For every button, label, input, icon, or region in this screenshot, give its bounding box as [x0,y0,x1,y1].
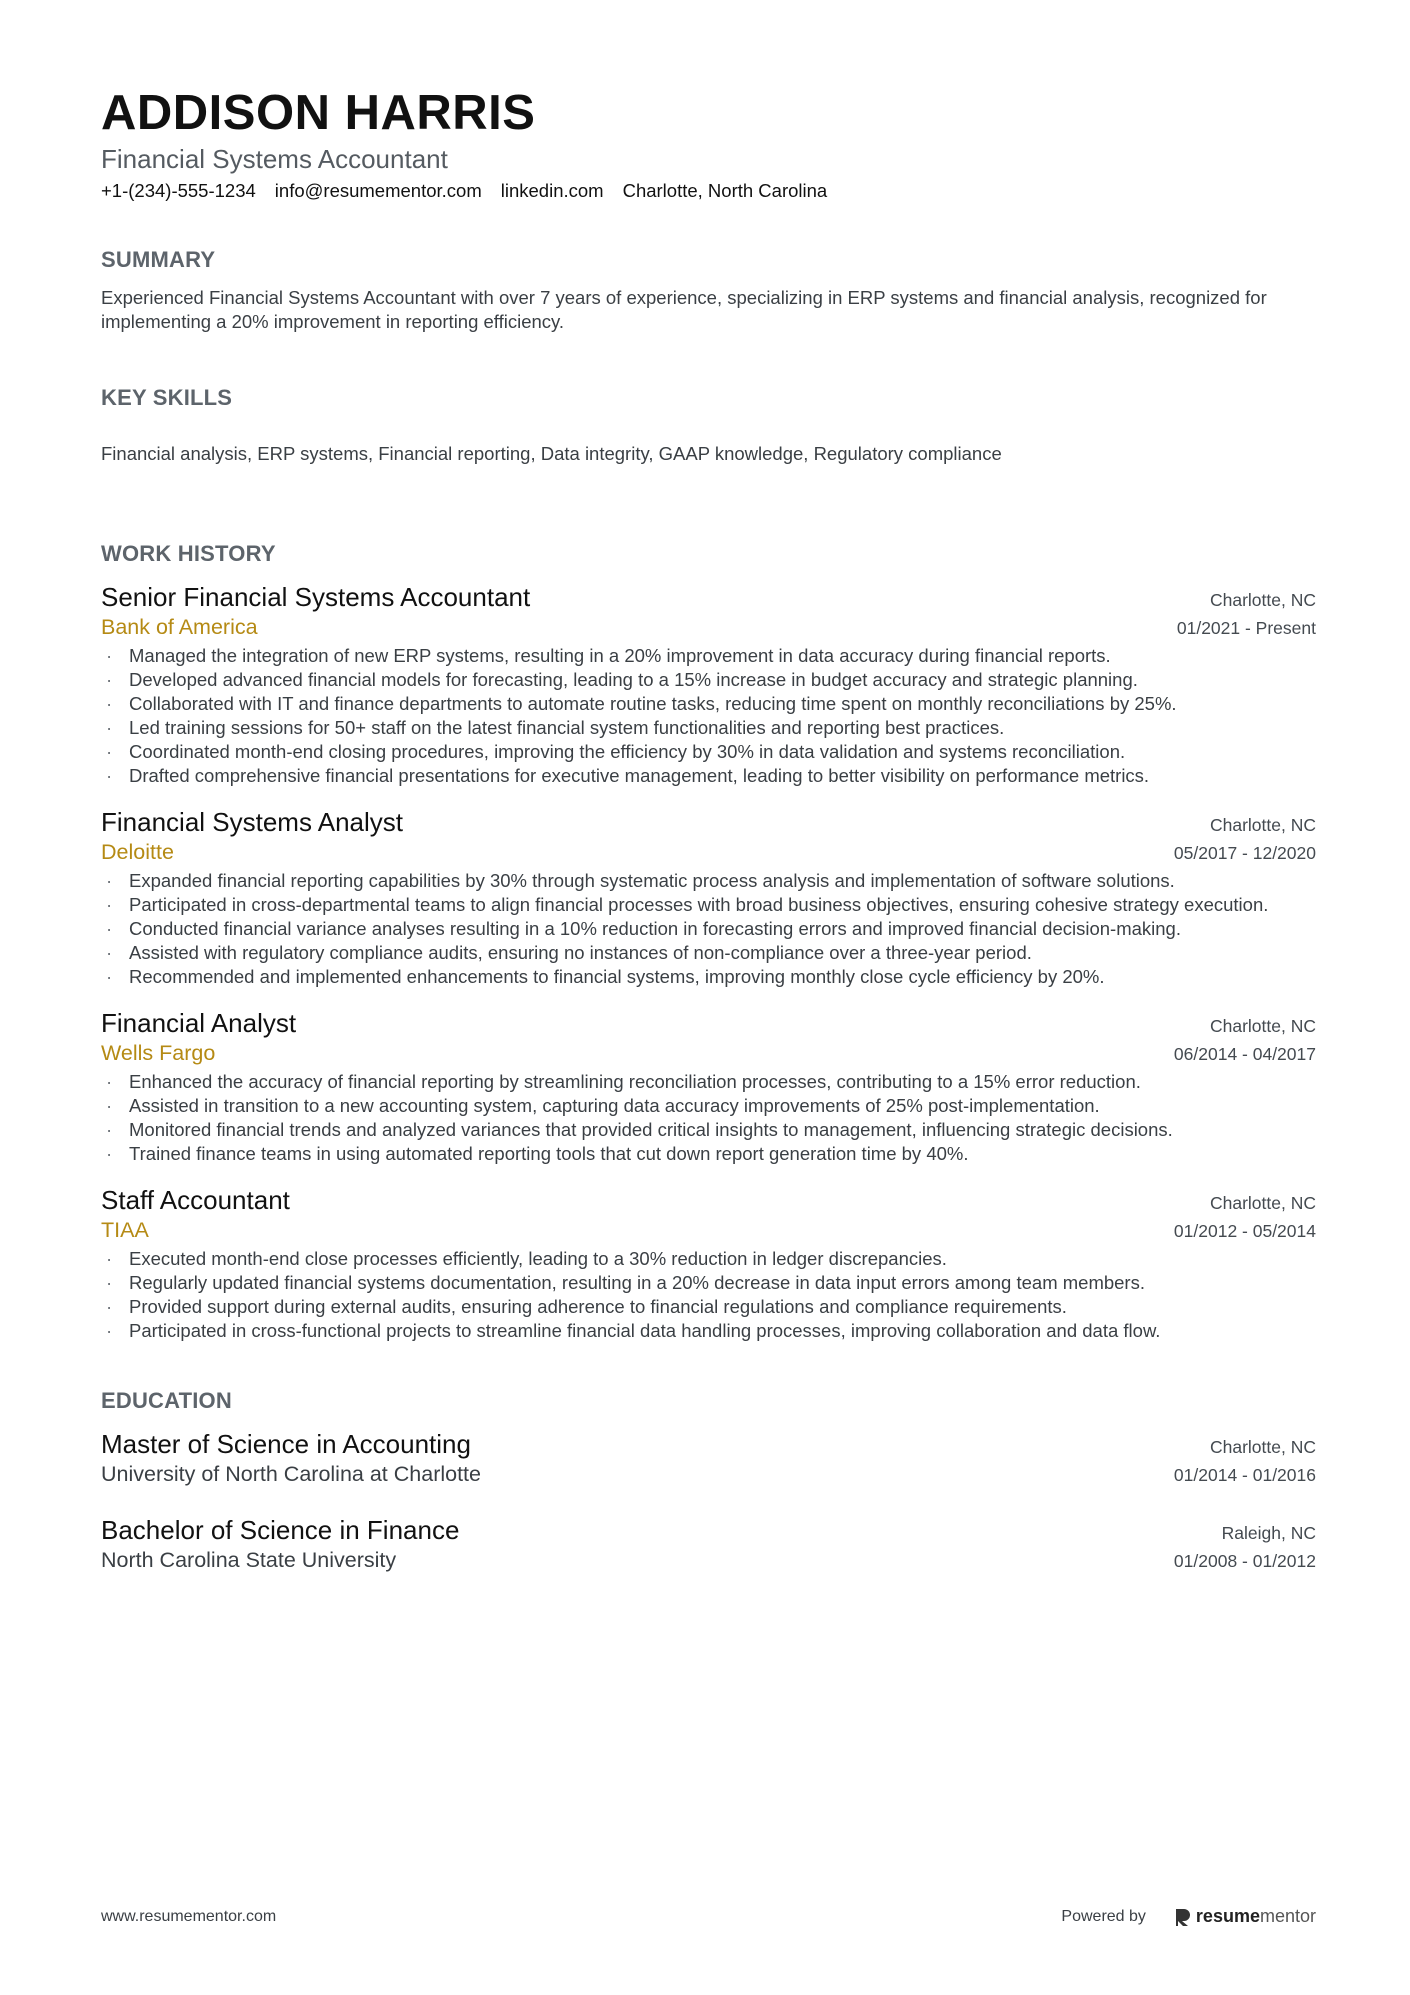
work-history-heading: WORK HISTORY [101,541,276,566]
job-location: Charlotte, NC [1209,1193,1316,1213]
job-bullet: · Assisted with regulatory compliance audits, ensuring no instances of non-compliance over a three-year period. [106,942,1032,963]
job-bullet: · Participated in cross-functional projects to streamline financial data handling processes, improving collaboration and data flow. [106,1320,1161,1341]
job-entry [101,1185,1316,1343]
job-location: Charlotte, NC [1209,815,1316,835]
job-bullet: · Regularly updated financial systems documentation, resulting in a 20% decrease in data input errors among team members. [106,1272,1145,1293]
footer-url-link[interactable]: www.resumementor.com [101,1907,277,1925]
job-entry [101,1008,1316,1166]
job-dates: 05/2017 - 12/2020 [1173,843,1316,863]
job-dates: 01/2021 - Present [1176,618,1316,638]
job-entry [101,582,1316,788]
brand-name-strong: resume [1195,1906,1260,1926]
job-dates: 01/2012 - 05/2014 [1173,1221,1316,1241]
job-company: Bank of America [101,615,258,639]
summary-text: Experienced Financial Systems Accountant with over 7 years of experience, specializing in ERP systems and financial analysis, recognized for implementing a 20% improvement in reporting efficiency. [101,287,1267,332]
candidate-title: Financial Systems Accountant [101,144,448,174]
skills-heading: KEY SKILLS [101,385,233,410]
job-title: Senior Financial Systems Accountant [101,582,531,612]
contact-email[interactable]: info@resumementor.com [274,180,482,201]
skills-text: Financial analysis, ERP systems, Financial reporting, Data integrity, GAAP knowledge, Regulatory compliance [101,443,1002,464]
job-bullet: · Coordinated month-end closing procedures, improving the efficiency by 30% in data validation and systems reconciliation. [106,741,1126,762]
job-location: Charlotte, NC [1209,590,1316,610]
job-bullet: · Conducted financial variance analyses resulting in a 10% reduction in forecasting errors and improved financial decision-making. [106,918,1181,939]
job-entry [101,807,1316,989]
job-company: Deloitte [101,840,174,864]
skills-section [101,384,1316,466]
resumementor-logo-icon [1174,1907,1192,1927]
job-bullets [101,644,1316,788]
summary-section [101,246,1316,334]
degree-title: Master of Science in Accounting [101,1429,471,1459]
job-dates: 06/2014 - 04/2017 [1173,1044,1316,1064]
job-bullet: · Executed month-end close processes efficiently, leading to a 30% reduction in ledger discrepancies. [106,1248,947,1269]
education-heading: EDUCATION [101,1388,232,1413]
job-bullet: · Enhanced the accuracy of financial reporting by streamlining reconciliation processes, contributing to a 15% error reduction. [106,1071,1141,1092]
degree-school: North Carolina State University [101,1548,397,1572]
degree-dates: 01/2008 - 01/2012 [1173,1551,1316,1571]
degree-location: Charlotte, NC [1209,1437,1316,1457]
job-bullet: · Collaborated with IT and finance departments to automate routine tasks, reducing time spent on monthly reconciliations by 25%. [106,693,1177,714]
job-title: Staff Accountant [101,1185,290,1215]
degree-title: Bachelor of Science in Finance [101,1515,460,1545]
degree-entry [101,1515,1316,1575]
degree-dates: 01/2014 - 01/2016 [1173,1465,1316,1485]
work-history-section [101,540,1316,1343]
job-bullet: · Provided support during external audits, ensuring adherence to financial regulations and compliance requirements. [106,1296,1067,1317]
job-bullet: · Expanded financial reporting capabilities by 30% through systematic process analysis and implementation of software solutions. [106,870,1175,891]
job-bullet: · Led training sessions for 50+ staff on the latest financial system functionalities and reporting best practices. [106,717,1005,738]
degree-location: Raleigh, NC [1221,1523,1316,1543]
job-bullets [101,1247,1316,1343]
footer-branding [1061,1906,1316,1927]
candidate-name: ADDISON HARRIS [101,86,536,140]
job-bullet: · Trained finance teams in using automated reporting tools that cut down report generation time by 40%. [106,1143,969,1164]
job-bullet: · Developed advanced financial models for forecasting, leading to a 15% increase in budget accuracy and strategic planning. [106,669,1138,690]
job-bullet: · Recommended and implemented enhancements to financial systems, improving monthly close cycle efficiency by 20%. [106,966,1105,987]
job-bullet: · Participated in cross-departmental teams to align financial processes with broad business objectives, ensuring cohesive strategy execution. [106,894,1269,915]
powered-by-label: Powered by [1061,1907,1146,1925]
resume-header [101,84,1316,204]
page-footer [101,1906,1316,1927]
contact-info [101,178,1316,204]
summary-heading: SUMMARY [101,247,216,272]
job-location: Charlotte, NC [1209,1016,1316,1036]
job-bullet: · Drafted comprehensive financial presentations for executive management, leading to better visibility on performance metrics. [106,765,1150,786]
job-bullet: · Managed the integration of new ERP systems, resulting in a 20% improvement in data accuracy during financial reports. [106,645,1111,666]
job-title: Financial Analyst [101,1008,297,1038]
brand-logo[interactable] [1174,1906,1316,1927]
job-bullets [101,869,1316,989]
job-bullet: · Monitored financial trends and analyzed variances that provided critical insights to management, influencing strategic decisions. [106,1119,1173,1140]
education-section [101,1387,1316,1575]
job-title: Financial Systems Analyst [101,807,404,837]
job-bullet: · Assisted in transition to a new accounting system, capturing data accuracy improvements of 25% post-implementation. [106,1095,1100,1116]
job-company: TIAA [101,1218,149,1242]
degree-entry [101,1429,1316,1489]
resume-page [101,84,1316,1575]
contact-phone: +1-(234)-555-1234 [101,180,256,201]
job-bullets [101,1070,1316,1166]
contact-linkedin[interactable]: linkedin.com [500,180,604,201]
brand-name-light: mentor [1259,1906,1316,1926]
degree-school: University of North Carolina at Charlotte [101,1462,481,1486]
job-company: Wells Fargo [101,1041,216,1065]
contact-location: Charlotte, North Carolina [622,180,828,201]
